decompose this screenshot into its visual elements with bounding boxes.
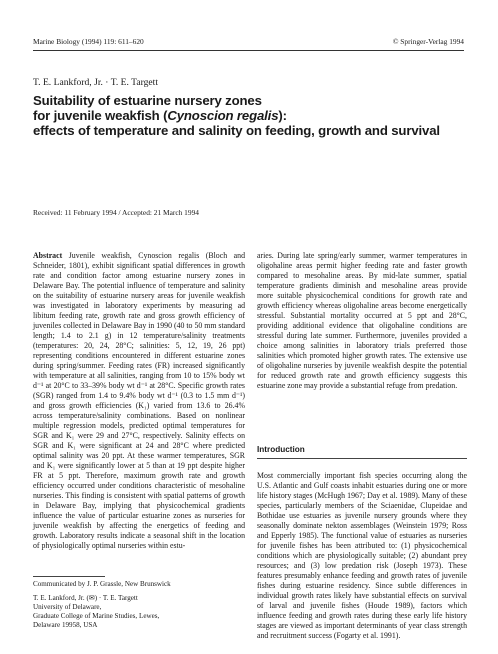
abstract-paragraph xyxy=(33,251,245,551)
abstract-column xyxy=(33,251,245,551)
title-line-2-end: ): xyxy=(278,108,287,124)
journal-citation: Marine Biology (1994) 119: 611–620 xyxy=(33,37,144,46)
received-accepted-dates: Received: 11 February 1994 / Accepted: 21 March 1994 xyxy=(33,208,199,217)
title-line-2 xyxy=(33,108,473,123)
author-address-line-3: Graduate College of Marine Studies, Lewes, xyxy=(33,612,160,620)
introduction-heading: Introduction xyxy=(257,445,305,454)
species-name: Cynoscion regalis xyxy=(167,108,279,124)
title-line-1: Suitability of estuarine nursery zones xyxy=(33,93,262,108)
author-address-line-2: University of Delaware, xyxy=(33,603,102,611)
author-address-line-4: Delaware 19958, USA xyxy=(33,621,98,629)
header-rule xyxy=(33,50,464,51)
abstract-continued: aries. During late spring/early summer, warmer temperatures in oligohaline areas permit higher feeding rate and faster growth compared to mesohaline areas. By mid-late summer, spatial temperature gradients diminish and mesohaline areas provide more suitable physicochemical conditions for growth rate and growth efficiency whereas oligohaline areas become energetically stressful. Substantial mortality occurred at 5 ppt and 28°C, providing additional evidence that oligohaline conditions are stressful during late summer. Furthermore, juveniles provided a choice among salinities in laboratory trials preferred those salinities which promoted higher growth rates. The extensive use of oligohaline nurseries by juvenile weakfish despite the potential for reduced growth rate and growth efficiency suggests this estuarine zone may provide a substantial refuge from predation. xyxy=(257,251,467,390)
communicated-by: Communicated by J. P. Grassle, New Brunswick xyxy=(33,580,171,588)
title-line-2-start: for juvenile weakfish ( xyxy=(33,108,168,124)
author-line: T. E. Lankford, Jr. · T. E. Targett xyxy=(33,77,158,88)
abstract-body: Juvenile weakfish, Cynoscion regalis (Bloch and Schneider, 1801), exhibit significant spatial differences in growth rate and condition factor among estuarine nursery zones in Delaware Bay. The potential influence of temperature and salinity on the suitability of estuarine nursery areas for juvenile weakfish was investigated in laboratory experiments by measuring ad libitum feeding rate, growth rate and gross growth efficiency of juveniles collected in Delaware Bay in 1990 (40 to 50 mm standard length; 1.4 to 2.1 g) in 12 temperature/salinity treatments (temperatures: 20, 24, 28°C; salinities: 5, 12, 19, 26 ppt) representing conditions encountered in different estuarine zones during spring/summer. Feeding rates (FR) increased significantly with temperature at all salinities, ranging from 10 to 15% body wt d⁻¹ at 20°C to 33–39% body wt d⁻¹ at 28°C. Specific growth rates (SGR) ranged from 1.4 to 9.4% body wt d⁻¹ (0.3 to 1.5 mm d⁻¹) and gross growth efficiencies (K₁) varied from 13.6 to 26.4% across temperature/salinity combinations. Based on nonlinear multiple regression models, predicted optimal temperatures for SGR and K₁ were 29 and 27°C, respectively. Salinity effects on SGR and K₁ were significant at 24 and 28°C where predicted optimal salinity was 20 ppt. At these warmer temperatures, SGR and K₁ were significantly lower at 5 than at 19 ppt despite higher FR at 5 ppt. Therefore, maximum growth rate and growth efficiency occurred under conditions characteristic of mesohaline nurseries. This finding is consistent with spatial patterns of growth in Delaware Bay, implying that physicochemical gradients influence the value of particular estuarine zones as nurseries for juvenile weakfish by affecting the energetics of feeding and growth. Laboratory results indicate a seasonal shift in the location of physiologically optimal nurseries within estu- xyxy=(33,251,245,550)
abstract-continued-column xyxy=(257,251,467,391)
footnote-rule xyxy=(33,576,105,577)
abstract-heading: Abstract xyxy=(33,251,63,260)
introduction-rule xyxy=(257,458,467,459)
publisher-copyright: © Springer-Verlag 1994 xyxy=(392,37,464,46)
introduction-body: Most commercially important fish species occurring along the U.S. Atlantic and Gulf coasts inhabit estuaries during one or more life history stages (McHugh 1967; Day et al. 1989). Many of these species, particularly members of the Sciaenidae, Clupeidae and Bothidae use estuaries as juvenile nursery grounds where they seasonally dominate nekton assemblages (Weinstein 1979; Ross and Epperly 1985). The functional value of estuaries as nurseries for juvenile fishes has been attributed to: (1) physicochemical conditions which are physiologically suitable; (2) abundant prey resources; and (3) low predation risk (Joseph 1973). These features presumably enhance feeding and growth rates of juvenile fishes during estuarine residency. Since subtle differences in individual growth rates likely have substantial effects on survival of larval and juvenile fishes (Houde 1989), factors which influence feeding and growth rates during these early life history stages are viewed as important determinants of year class strength and recruitment success (Fogarty et al. 1991). xyxy=(257,471,467,640)
author-address-line-1: T. E. Lankford, Jr. (✉) · T. E. Targett xyxy=(33,594,138,602)
footnote xyxy=(33,580,245,630)
introduction-column xyxy=(257,471,467,641)
article-title xyxy=(33,93,473,139)
title-line-3: effects of temperature and salinity on feeding, growth and survival xyxy=(33,123,440,139)
